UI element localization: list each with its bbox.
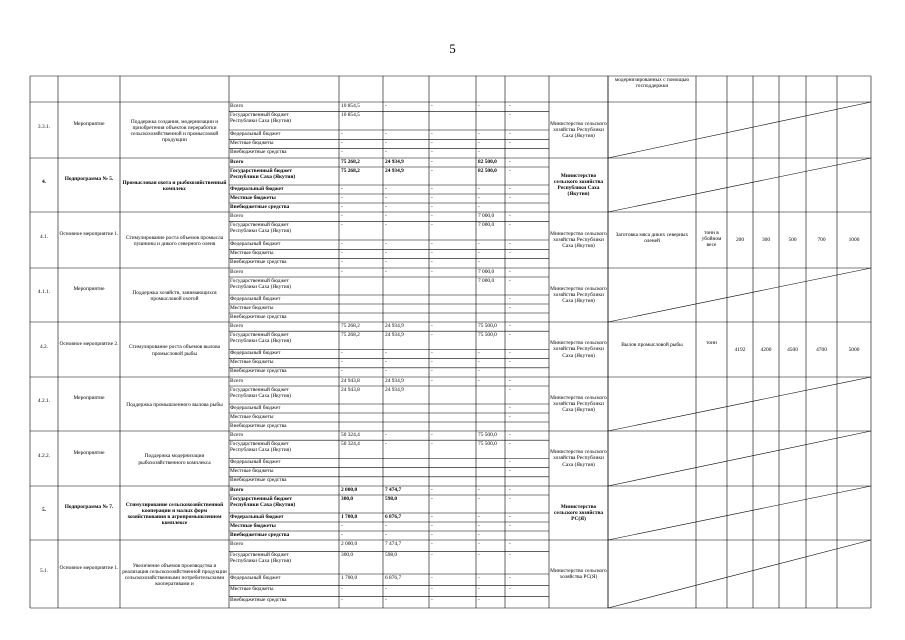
amount-value: - [431, 495, 433, 502]
indicator-value: 5000 [848, 346, 860, 353]
amount-value: 10 854,5 [341, 102, 360, 109]
indicator-unit: тонн в убойном весе [701, 230, 722, 249]
amount-value: - [509, 268, 511, 275]
amount-value: 7 474,7 [385, 540, 402, 547]
source-label: Государственный бюджет [230, 277, 289, 284]
amount-value: - [431, 585, 433, 592]
amount-value: - [478, 194, 480, 201]
amount-value: - [509, 574, 511, 581]
row-type: Подпрограмма № 7. [64, 504, 114, 510]
row-name: Поддержка промышленного вылова рыбы [126, 401, 223, 408]
source-label: Местные бюджеты [230, 359, 274, 366]
indicator-value: 200 [735, 237, 745, 243]
amount-value: 24 943,8 [341, 386, 360, 393]
amount-value: 24 934,9 [385, 331, 404, 338]
amount-value: - [431, 551, 433, 558]
amount-value: 75 268,2 [341, 167, 360, 174]
amount-value: - [509, 249, 511, 256]
source-label: Республики Саха (Якутия) [230, 393, 291, 399]
source-label: Внебюджетные средства [230, 477, 287, 484]
source-label: Республики Саха (Якутия) [230, 558, 291, 565]
amount-value: - [478, 359, 480, 366]
amount-value: - [431, 597, 433, 604]
amount-value: - [385, 597, 387, 604]
amount-value: - [478, 486, 480, 493]
row-type: Основное мероприятие 1. [59, 565, 119, 571]
source-label: Внебюджетные средства [230, 422, 287, 429]
amount-value: - [341, 203, 343, 210]
amount-value: - [509, 350, 511, 356]
amount-value: - [341, 597, 343, 604]
amount-value: - [341, 531, 343, 538]
indicator-value: 1000 [848, 237, 860, 243]
amount-value: 300,0 [341, 495, 354, 502]
amount-value: - [385, 440, 387, 447]
amount-value: 24 943,8 [341, 377, 360, 384]
amount-value: 6 876,7 [385, 574, 402, 581]
amount-value: 7 000,0 [478, 221, 495, 228]
row-name: Поддержка хозяйств, занимающихся промысловой охотой [132, 289, 217, 302]
amount-value: - [509, 468, 511, 475]
amount-value: 7 474,7 [385, 486, 402, 493]
row-number: 4.1.1. [37, 289, 51, 295]
source-label: Государственный бюджет [230, 111, 289, 118]
amount-value: - [509, 102, 511, 109]
source-label: Внебюджетные средства [230, 313, 287, 320]
amount-value: 598,0 [385, 551, 398, 558]
amount-value: - [385, 368, 387, 375]
amount-value: - [431, 268, 433, 275]
source-label: Государственный бюджет [230, 167, 293, 174]
source-label: Федеральный бюджет [230, 240, 281, 247]
row-name: Промысловая охота и рыбохозяйственный комплекс [122, 179, 227, 192]
amount-value: - [509, 212, 511, 219]
amount-value: - [385, 212, 387, 219]
amount-value: - [341, 212, 343, 219]
source-label: Местные бюджеты [230, 468, 274, 475]
amount-value: - [509, 167, 511, 174]
source-label: Республики Саха (Якутия) [230, 118, 291, 125]
amount-value: - [341, 268, 343, 275]
amount-value: - [478, 185, 480, 192]
amount-value: 10 854,5 [341, 111, 360, 118]
row-type: Мероприятие [73, 286, 105, 292]
source-label: Государственный бюджет [230, 221, 289, 228]
indicator-name: Вылов промысловой рыбы [621, 341, 683, 348]
amount-value: 6 876,7 [385, 513, 402, 520]
source-label: Всего [230, 540, 244, 547]
source-label: Республики Саха (Якутия) [230, 502, 296, 508]
amount-value: - [509, 486, 511, 493]
amount-value: - [509, 185, 511, 192]
source-label: Федеральный бюджет [230, 513, 284, 520]
amount-value: - [341, 130, 343, 137]
amount-value: - [341, 221, 343, 228]
page-number: 5 [449, 41, 456, 56]
source-label: Внебюджетные средства [230, 531, 290, 538]
amount-value: - [509, 111, 511, 118]
amount-value: 7 000,0 [478, 277, 495, 284]
row-name: Поддержка создания, модернизации и приобретения объектов переработки сельскохозяйственной и промысловой продукции [130, 118, 219, 144]
indicator-unit: тонн [706, 339, 717, 346]
amount-value: - [385, 240, 387, 247]
row-type: Подпрограмма № 5. [64, 176, 114, 182]
row-number: 4.2. [39, 343, 49, 350]
row-executor: Министерство сельского хозяйства Республики Саха (Якутия) [553, 172, 604, 198]
amount-value: - [431, 331, 433, 338]
source-label: Местные бюджеты [230, 304, 274, 311]
indicator-value: 4200 [760, 346, 772, 353]
row-number: 4.1. [39, 234, 49, 240]
amount-value: 1 700,0 [341, 513, 358, 520]
amount-value: - [431, 102, 433, 109]
amount-value: - [431, 240, 433, 247]
indicator-value: 300 [761, 237, 771, 243]
amount-value: - [385, 350, 387, 356]
amount-value: - [341, 139, 343, 146]
amount-value: - [431, 431, 433, 438]
amount-value: - [478, 585, 480, 592]
source-label: Федеральный бюджет [230, 404, 281, 411]
amount-value: - [385, 221, 387, 228]
amount-value: - [385, 431, 387, 438]
amount-value: - [509, 295, 511, 302]
amount-value: - [385, 102, 387, 109]
source-label: Государственный бюджет [230, 331, 289, 338]
source-label: Местные бюджеты [230, 413, 274, 420]
source-label: Всего [230, 212, 244, 219]
row-name: Стимулирование сельскохозяйственной кооперации и малых форм хозяйствования в агропромышленном комплексе [125, 501, 224, 527]
amount-value: - [385, 149, 387, 156]
amount-value: - [509, 459, 511, 465]
amount-value: - [431, 531, 433, 538]
amount-value: 75 500,0 [478, 431, 497, 438]
amount-value: - [478, 130, 480, 137]
amount-value: 24 934,9 [385, 377, 404, 384]
amount-value: 75 268,2 [341, 158, 360, 165]
amount-value: - [509, 413, 511, 420]
amount-value: - [478, 350, 480, 356]
amount-value: - [478, 203, 480, 210]
amount-value: 50 324,4 [341, 431, 360, 438]
amount-value: - [385, 259, 387, 266]
source-label: Республики Саха (Якутия) [230, 338, 291, 345]
amount-value: - [431, 167, 433, 174]
amount-value: - [509, 221, 511, 228]
amount-value: - [341, 359, 343, 366]
indicator-value: 700 [817, 237, 826, 243]
amount-value: 75 268,2 [341, 331, 360, 338]
amount-value: - [341, 185, 343, 192]
amount-value: - [431, 322, 433, 329]
amount-value: - [509, 495, 511, 502]
amount-value: - [431, 440, 433, 447]
amount-value: 598,0 [385, 495, 398, 502]
amount-value: 50 324,4 [341, 440, 360, 447]
row-type: Мероприятие [73, 395, 105, 401]
amount-value: 75 268,2 [341, 322, 360, 329]
amount-value: - [341, 259, 343, 266]
source-label: Всего [230, 158, 244, 165]
amount-value: 1 700,0 [341, 574, 358, 581]
source-label: Внебюджетные средства [230, 368, 287, 375]
source-label: Государственный бюджет [230, 551, 289, 558]
amount-value: - [478, 259, 480, 266]
row-executor: Министерство сельского хозяйства Республики Саха (Якутия) [550, 120, 607, 140]
amount-value: 82 500,0 [478, 167, 497, 174]
row-name: Стимулирование роста объемов вылова промысловой рыбы [129, 344, 220, 357]
amount-value: - [478, 102, 480, 109]
amount-value: - [385, 359, 387, 366]
amount-value: - [478, 139, 480, 146]
source-label: Внебюджетные средства [230, 149, 287, 156]
amount-value: - [385, 531, 387, 538]
source-label: Местные бюджеты [230, 585, 274, 592]
row-number: 5.1. [39, 568, 49, 574]
indicator-name: Заготовка мяса диких северных оленей [615, 232, 689, 245]
amount-value: - [509, 322, 511, 329]
amount-value: - [509, 386, 511, 393]
amount-value: - [431, 574, 433, 581]
amount-value: - [341, 149, 343, 156]
amount-value: - [509, 130, 511, 137]
amount-value: - [431, 377, 433, 384]
amount-value: - [431, 203, 433, 210]
source-label: Местные бюджеты [230, 139, 274, 146]
amount-value: - [509, 139, 511, 146]
indicator-value: 4500 [787, 346, 798, 353]
amount-value: - [385, 522, 387, 529]
amount-value: 75 500,0 [478, 322, 497, 329]
source-label: Федеральный бюджет [230, 185, 284, 192]
amount-value: - [509, 304, 511, 311]
amount-value: - [431, 259, 433, 266]
amount-value: - [478, 522, 480, 529]
source-label: Республики Саха (Якутия) [230, 228, 291, 235]
row-number: 4.2.2. [37, 452, 51, 459]
amount-value: - [478, 495, 480, 502]
amount-value: 24 934,9 [385, 167, 404, 174]
source-label: Федеральный бюджет [230, 350, 281, 356]
amount-value: - [431, 368, 433, 375]
amount-value: - [431, 359, 433, 366]
amount-value: - [509, 240, 511, 247]
row-name: Поддержка модернизации рыбохозяйственного комплекса [138, 453, 211, 466]
amount-value: - [385, 185, 387, 192]
amount-value: - [431, 185, 433, 192]
amount-value: - [478, 597, 480, 604]
amount-value: 2 000,0 [341, 486, 358, 493]
indicator-value: 4700 [816, 346, 827, 353]
row-number: 3.3.1. [37, 124, 51, 130]
amount-value: 24 934,9 [385, 322, 404, 329]
amount-value: - [478, 540, 480, 547]
amount-value: - [431, 194, 433, 201]
row-number: 4.2.1. [37, 398, 51, 404]
amount-value: - [341, 249, 343, 256]
row-name: Увеличение объемов производства и реализация сельскохозяйственной продукции сельскохозяйственными потребительскими кооперативами и [122, 562, 227, 588]
source-label: Государственный бюджет [230, 386, 289, 393]
source-label: Внебюджетные средства [230, 259, 287, 266]
amount-value: - [509, 377, 511, 384]
amount-value: - [431, 139, 433, 146]
row-executor: Министерство сельского хозяйства РС(Я) [553, 503, 604, 523]
amount-value: - [509, 431, 511, 438]
amount-value: - [478, 574, 480, 581]
row-name: Стимулирование роста объемов промысла пушнины и дикого северного оленя [125, 234, 224, 247]
amount-value: 24 934,9 [385, 386, 404, 393]
source-label: Всего [230, 268, 244, 275]
amount-value: - [478, 149, 480, 156]
source-label: Местные бюджеты [230, 194, 276, 201]
source-label: Внебюджетные средства [230, 203, 290, 210]
amount-value: - [385, 585, 387, 592]
amount-value: - [509, 540, 511, 547]
row-type: Мероприятие [73, 449, 105, 456]
source-label: Государственный бюджет [230, 440, 289, 447]
source-label: Федеральный бюджет [230, 459, 281, 465]
amount-value: - [509, 194, 511, 201]
row-executor: Министерство сельского хозяйства Республики Саха (Якутия) [550, 285, 607, 305]
amount-value: - [385, 130, 387, 137]
amount-value: - [509, 359, 511, 366]
amount-value: - [385, 203, 387, 210]
amount-value: - [431, 249, 433, 256]
source-label: Всего [230, 486, 244, 493]
row-number: 5. [41, 507, 47, 513]
row-type: Мероприятие [73, 121, 105, 127]
amount-value: - [431, 486, 433, 493]
source-label: Федеральный бюджет [230, 295, 281, 302]
amount-value: - [341, 522, 343, 529]
source-label: Всего [230, 322, 244, 329]
amount-value: - [385, 139, 387, 146]
source-label: Федеральный бюджет [230, 574, 281, 581]
amount-value: - [478, 368, 480, 375]
source-label: Государственный бюджет [230, 495, 293, 502]
amount-value: 300,0 [341, 551, 354, 558]
amount-value: - [509, 277, 511, 284]
amount-value: - [431, 158, 433, 165]
row-number: 4. [41, 179, 47, 185]
source-label: Всего [230, 431, 244, 438]
amount-value: - [431, 130, 433, 137]
source-label: Республики Саха (Якутия) [230, 447, 291, 454]
row-executor: Министерство сельского хозяйства Республики Саха (Якутия) [550, 449, 607, 468]
indicator-value: 500 [788, 237, 797, 243]
row-executor: Министерство сельского хозяйства Республики Саха (Якутия) [550, 340, 607, 359]
amount-value: 82 500,0 [478, 158, 497, 165]
amount-value: - [478, 249, 480, 256]
amount-value: - [478, 240, 480, 247]
amount-value: 75 500,0 [478, 440, 497, 447]
source-label: Всего [230, 377, 244, 384]
source-label: Местные бюджеты [230, 522, 276, 529]
amount-value: - [478, 513, 480, 520]
row-executor: Министерство сельского хозяйства Республики Саха (Якутия) [550, 230, 607, 250]
amount-value: - [431, 212, 433, 219]
source-label: Внебюджетные средства [230, 597, 287, 604]
amount-value: - [509, 585, 511, 592]
amount-value: - [385, 268, 387, 275]
amount-value: - [431, 540, 433, 547]
amount-value: - [341, 350, 343, 356]
amount-value: - [478, 531, 480, 538]
amount-value: - [341, 194, 343, 201]
amount-value: 7 000,0 [478, 212, 495, 219]
amount-value: - [509, 404, 511, 411]
amount-value: - [341, 240, 343, 247]
amount-value: - [509, 440, 511, 447]
row-type: Основное мероприятие 2. [59, 340, 119, 347]
amount-value: 7 000,0 [478, 268, 495, 275]
source-label: Республики Саха (Якутия) [230, 284, 291, 290]
source-label: Всего [230, 102, 244, 109]
amount-value: - [478, 551, 480, 558]
amount-value: - [478, 377, 480, 384]
amount-value: 75 500,0 [478, 331, 497, 338]
amount-value: - [431, 522, 433, 529]
amount-value: - [341, 368, 343, 375]
source-label: Местные бюджеты [230, 249, 274, 256]
indicator-value: 4192 [734, 346, 746, 353]
amount-value: - [385, 249, 387, 256]
amount-value: - [509, 522, 511, 529]
source-label: Федеральный бюджет [230, 130, 281, 137]
amount-value: - [385, 194, 387, 201]
amount-value: - [431, 513, 433, 520]
amount-value: 2 000,0 [341, 540, 358, 547]
amount-value: - [431, 350, 433, 356]
row-executor: Министерство сельского хозяйства РС(Я) [550, 567, 607, 580]
amount-value: - [509, 158, 511, 165]
amount-value: - [341, 585, 343, 592]
amount-value: - [509, 551, 511, 558]
row-type: Основное мероприятие 1. [59, 231, 119, 237]
amount-value: - [509, 513, 511, 520]
amount-value: - [509, 331, 511, 338]
source-label: Республики Саха (Якутия) [230, 174, 296, 180]
amount-value: - [431, 221, 433, 228]
indicator-fragment: модернизированных с помощью господдержки [614, 77, 690, 90]
amount-value: - [431, 149, 433, 156]
amount-value: 24 934,9 [385, 158, 404, 165]
row-executor: Министерство сельского хозяйства Республики Саха (Якутия) [550, 394, 607, 414]
